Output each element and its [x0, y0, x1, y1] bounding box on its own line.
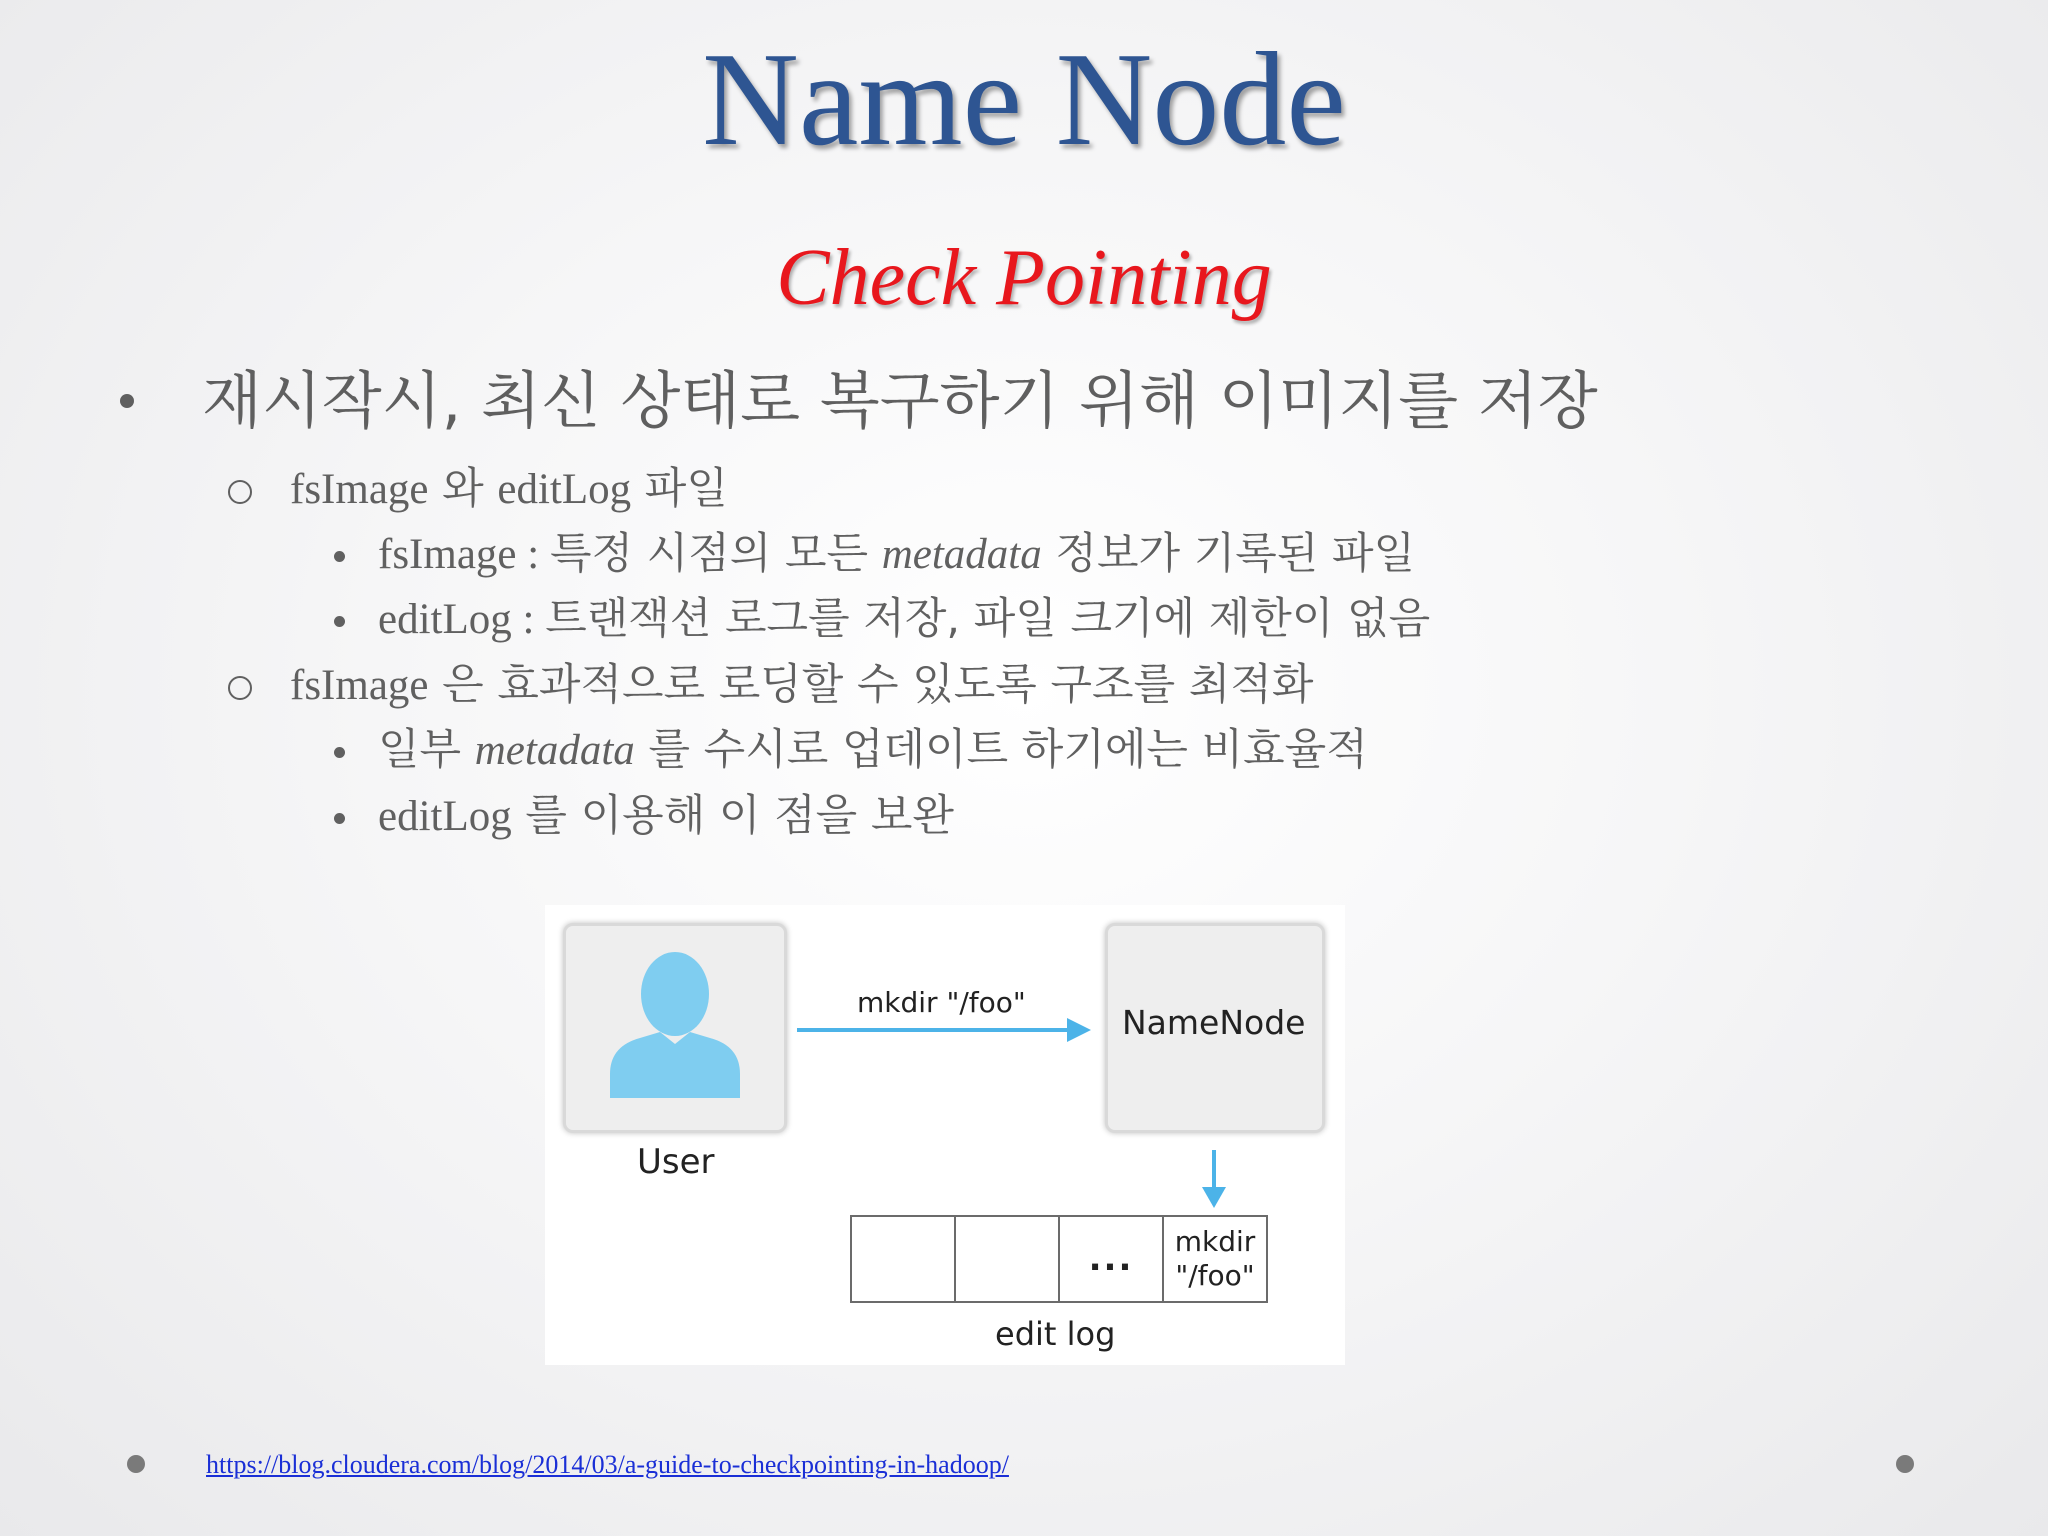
- item-text: 를 이용해 이 점을 보완: [511, 791, 954, 841]
- circle-bullet-icon: [228, 676, 252, 700]
- user-label: User: [637, 1142, 715, 1182]
- bullet-dot-icon: [120, 394, 134, 408]
- term-editlog: editLog: [497, 466, 632, 513]
- slide-title: [0, 25, 2048, 173]
- item-metadata-inefficient: [378, 725, 1368, 775]
- term-metadata: metadata: [881, 531, 1042, 578]
- term-editlog: editLog: [378, 793, 512, 840]
- item-fsimage-desc: [378, 529, 1416, 579]
- arrow-label: mkdir "/foo": [857, 986, 1026, 1019]
- slide-title-text: Name Node: [702, 25, 1346, 173]
- sub-bullet-fsimage-editlog: [290, 464, 728, 514]
- bullet-dot-icon: [334, 813, 345, 824]
- log-cell-empty: [956, 1217, 1060, 1301]
- bullet-dot-icon: [334, 616, 345, 627]
- edit-log-table: [850, 1215, 1268, 1303]
- log-cell-ellipsis: ...: [1060, 1217, 1164, 1301]
- item-editlog-desc: [378, 594, 1431, 644]
- item-text: 정보가 기록된 파일: [1041, 529, 1416, 579]
- edit-log-label: edit log: [995, 1315, 1116, 1353]
- term-fsimage: fsImage :: [378, 531, 550, 578]
- term-fsimage: fsImage: [290, 466, 429, 513]
- circle-bullet-icon: [228, 480, 252, 504]
- connector-text: 와: [428, 464, 498, 514]
- checkpoint-diagram: [545, 905, 1345, 1365]
- item-text: 를 수시로 업데이트 하기에는 비효율적: [634, 725, 1368, 775]
- item-text: 트랜잭션 로그를 저장, 파일 크기에 제한이 없음: [545, 594, 1431, 644]
- log-entry-command: mkdir: [1174, 1225, 1256, 1259]
- footer-dot-left-icon: [127, 1455, 145, 1473]
- footer-dot-right-icon: [1896, 1455, 1914, 1473]
- slide-subtitle: Check Pointing: [776, 234, 1272, 322]
- log-cell-empty: [852, 1217, 956, 1301]
- source-link[interactable]: https://blog.cloudera.com/blog/2014/03/a-guide-to-checkpointing-in-hadoop/: [206, 1450, 1009, 1479]
- main-bullet-text: 재시작시, 최신 상태로 복구하기 위해 이미지를 저장: [202, 364, 1598, 437]
- namenode-label: NameNode: [1122, 1003, 1306, 1042]
- term-editlog: editLog :: [378, 596, 546, 643]
- item-text: 일부: [378, 725, 475, 775]
- item-editlog-complement: [378, 791, 954, 841]
- sub-bullet-tail: 은 효과적으로 로딩할 수 있도록 구조를 최적화: [428, 660, 1314, 710]
- term-metadata: metadata: [474, 727, 635, 774]
- term-fsimage: fsImage: [290, 662, 429, 709]
- bullet-dot-icon: [334, 551, 345, 562]
- item-text: 특정 시점의 모든: [549, 529, 882, 579]
- bullet-dot-icon: [334, 747, 345, 758]
- sub-bullet-fsimage-optimize: [290, 660, 1314, 710]
- log-entry-path: "/foo": [1175, 1259, 1255, 1292]
- log-cell-mkdir: [1164, 1217, 1266, 1301]
- sub-bullet-tail: 파일: [631, 464, 728, 514]
